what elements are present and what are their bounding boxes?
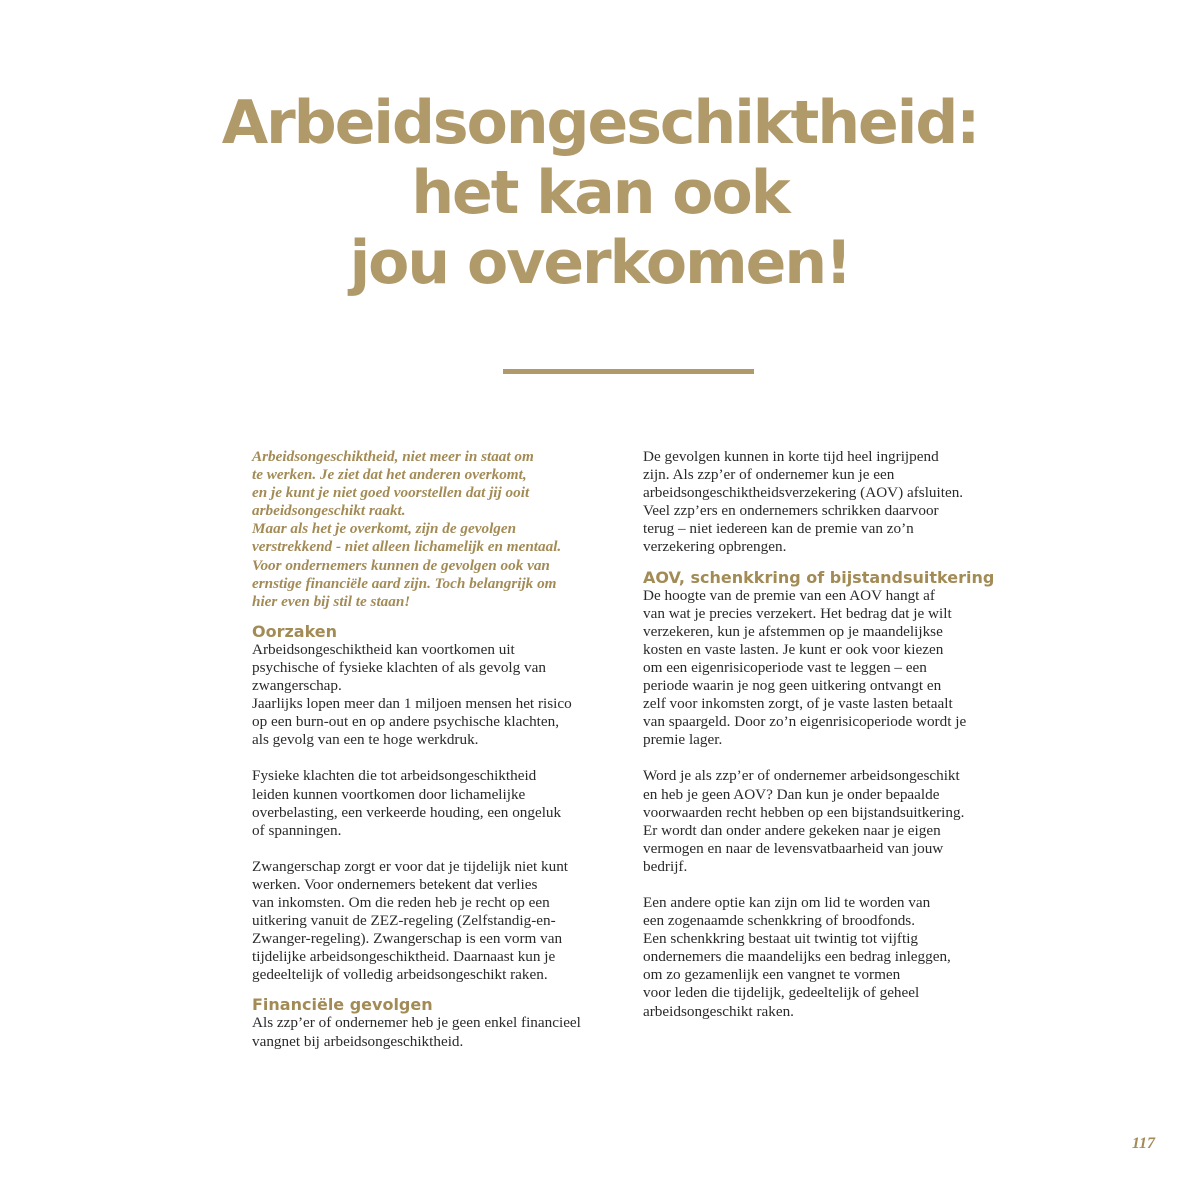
left-column bbox=[252, 448, 622, 1051]
heading-financiele-gevolgen: Financiële gevolgen bbox=[252, 995, 433, 1015]
oorzaken-paragraph-3: Zwangerschap zorgt er voor dat je tijdelijk niet kunt werken. Voor ondernemers betekent dat verlies van inkomsten. Om die reden heb je recht op een uitkering vanuit de ZEZ-regeling (Zelfstandig-en- Zwanger-regeling). Zwangerschap is een vorm van tijdelijke arbeidsongeschiktheid. Daarnaast kun je gedeeltelijk of volledig arbeidsongeschikt raken. bbox=[252, 857, 569, 984]
aov-paragraph-3: Een andere optie kan zijn om lid te worden van een zogenaamde schenkkring of broodfonds. Een schenkkring bestaat uit twintig tot vijftig ondernemers die maandelijks een bedrag inleggen, om zo gezamenlijk een vangnet te vormen voor leden die tijdelijk, gedeeltelijk of geheel arbeidsongeschikt raken. bbox=[643, 893, 951, 1020]
heading-aov: AOV, schenkkring of bijstandsuitkering bbox=[643, 567, 995, 587]
right-column bbox=[643, 448, 1013, 1021]
oorzaken-paragraph-2: Fysieke klachten die tot arbeidsongeschiktheid leiden kunnen voortkomen door lichamelijke overbelasting, een verkeerde houding, een ongeluk of spanningen. bbox=[252, 767, 562, 839]
intro-paragraph: Arbeidsongeschiktheid, niet meer in staat om te werken. Je ziet dat het anderen overkomt, en je kunt je niet goed voorstellen dat jij ooit arbeidsongeschikt raakt. Maar als het je overkomt, zijn de gevolgen verstrekkend - niet alleen lichamelijk en mentaal. Voor ondernemers kunnen de gevolgen ook van ernstige financiële aard zijn. Toch belangrijk om hier even bij stil te staan! bbox=[252, 448, 562, 610]
heading-oorzaken: Oorzaken bbox=[252, 621, 338, 641]
right-paragraph-1: De gevolgen kunnen in korte tijd heel ingrijpend zijn. Als zzp’er of ondernemer kun je een arbeidsongeschiktheidsverzekering (AOV) afsluiten. Veel zzp’ers en ondernemers schrikken daarvoor terug – niet iedereen kan de premie van zo’n verzekering opbrengen. bbox=[643, 448, 964, 556]
page-title bbox=[0, 88, 1200, 298]
title-divider bbox=[503, 369, 754, 374]
oorzaken-paragraph-1: Arbeidsongeschiktheid kan voortkomen uit psychische of fysieke klachten of als gevolg van zwangerschap. Jaarlijks lopen meer dan 1 miljoen mensen het risico op een burn-out en op andere psychische klachten, als gevolg van een te hoge werkdruk. bbox=[252, 640, 572, 749]
title-line-1: Arbeidsongeschiktheid: bbox=[221, 88, 979, 158]
title-line-2: het kan ook bbox=[411, 158, 789, 228]
aov-paragraph-2: Word je als zzp’er of ondernemer arbeidsongeschikt en heb je geen AOV? Dan kun je onder bepaalde voorwaarden recht hebben op een bijstandsuitkering. Er wordt dan onder andere gekeken naar je eigen vermogen en naar de levensvatbaarheid van jouw bedrijf. bbox=[643, 767, 965, 875]
aov-paragraph-1: De hoogte van de premie van een AOV hangt af van wat je precies verzekert. Het bedrag dat je wilt verzekeren, kun je afstemmen op je maandelijkse kosten en vaste lasten. Je kunt er ook voor kiezen om een eigenrisicoperiode vast te leggen – een periode waarin je nog geen uitkering ontvangt en zelf voor inkomsten zorgt, of je vaste lasten betaalt van spaargeld. Door zo’n eigenrisicoperiode wordt je premie lager. bbox=[643, 586, 967, 749]
page-number: 117 bbox=[1131, 1135, 1155, 1152]
title-line-3: jou overkomen! bbox=[349, 228, 851, 298]
financieel-paragraph-1: Als zzp’er of ondernemer heb je geen enkel financieel vangnet bij arbeidsongeschiktheid. bbox=[252, 1014, 581, 1050]
